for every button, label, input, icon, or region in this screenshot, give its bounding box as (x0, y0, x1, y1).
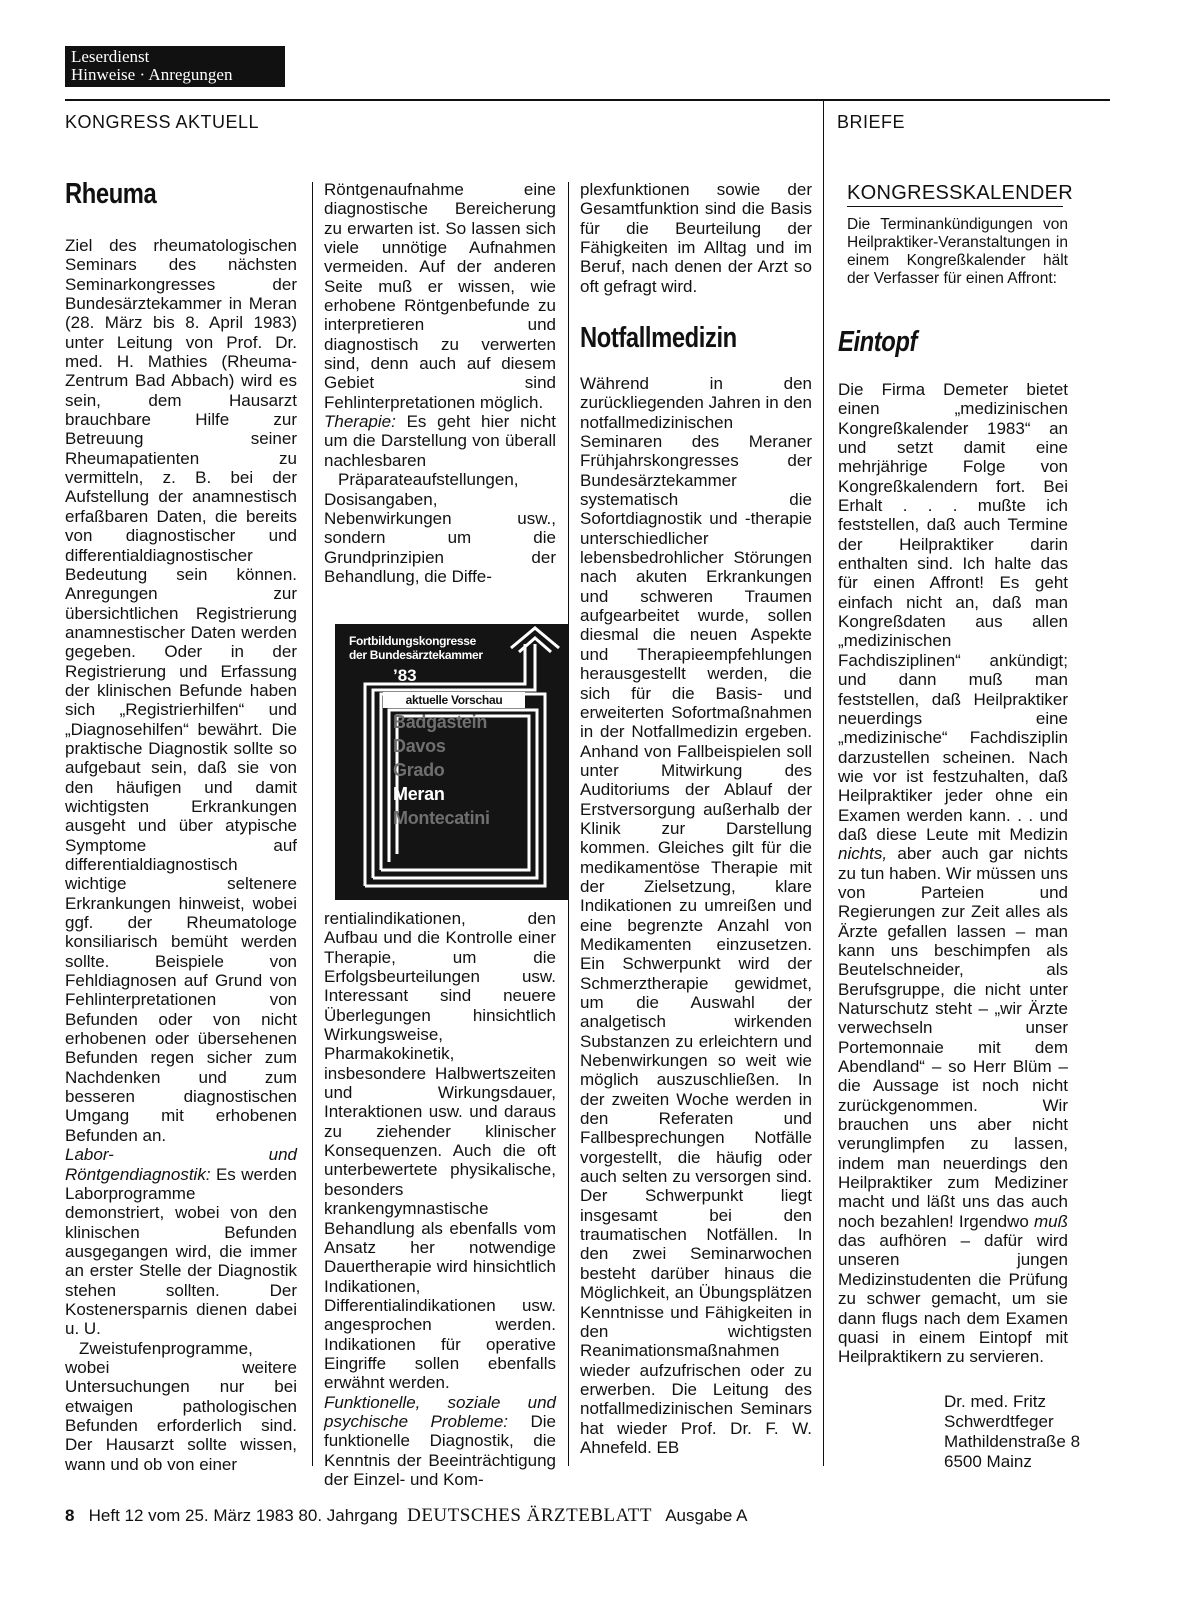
labor-label: Labor- und Röntgendiagnostik: (65, 1145, 297, 1184)
ad-line1-text: Fortbildungskongresse (349, 634, 477, 648)
labor-text: Es werden Laborprogramme demonstriert, wobei von den klinischen Befunden ausgegangen wird, die immer an erster Stelle der Diagnostik stehen sollten. Der Kostenersparnis dienen dabei u. U. (65, 1164, 297, 1339)
letter-text-1: Die Firma Demeter bietet einen „medizinischen Kongreßkalender 1983“ an und setzt damit eine mehrjährige Folge von Kongreßkalendern fort. Bei Erhalt . . . mußte ich feststellen, daß auch Termine der Heilpraktiker darin enthalten sind. Ich halte das für einen Affront! Es geht einfach nicht an, daß man Kongreßdaten aus allen „medizinischen Fachdisziplinen“ ankündigt; und dann muß man feststellen, daß Heilpraktiker neuerdings eine „medizinische“ Fachdisziplin darzustellen scheinen. Nach wie vor ist festzuhalten, daß Heilpraktiker jeder ohne ein Examen werden kann. . . und daß diese Leute mit Medizin (838, 380, 1068, 844)
article-rheuma-col2-bottom (324, 909, 556, 1489)
column-divider-2 (568, 182, 569, 1466)
letter-emphasis-2: muß (1034, 1211, 1068, 1231)
article-title-rheuma: Rheuma (65, 178, 157, 210)
ad-line2-text: der Bundesärztekammer (349, 648, 483, 662)
ad-arrow-graphic (335, 624, 568, 900)
letters-heading-rule (847, 206, 1063, 207)
edition: Ausgabe A (665, 1506, 748, 1525)
rheuma-intro: Ziel des rheumatologischen Seminars des nächsten Seminarkongresses der Bundesärztekammer in Meran (28. März bis 8. April 1983) unter Leitung von Prof. Dr. med. H. Mathies (Rheuma-Zentrum Bad Abbach) wird es sein, dem Hausarzt brauchbare Hilfe zur Betreuung seiner Rheumapatienten zu vermitteln, z. B. bei der Aufstellung der anamnestisch erfaßbaren Daten, die bereits von diagnostischer und differentialdiagnostischer Bedeutung sein können. Anregungen zur übersichtlichen Registrierung anamnestischer Daten werden gegeben. Oder in der Registrierung und Erfassung der klinischen Befunde haben sich „Registrierhilfen“ und „Diagnosehilfen“ bewährt. Die praktische Diagnostik sollte so aufgebaut sein, daß sie von den häufigen und damit wichtigsten Erkrankungen ausgeht und über atypische Symptome auf differentialdiagnostisch wichtige seltenere Erkrankungen hinweist, wobei ggf. der Rheumatologe konsiliarisch bemüht werden sollte. Beispiele von Fehldiagnosen auf Grund von Fehlinterpretationen von Befunden oder von nicht erhobenen oder übersehenen Befunden regen sicher zum Nachdenken und zum besseren diagnostischen Umgang mit erhobenen Befunden an. (65, 236, 297, 1145)
signature-surname: Schwerdtfeger (944, 1412, 1054, 1431)
signature-street: Mathildenstraße 8 (944, 1432, 1081, 1451)
ad-city-montecatini: Montecatini (393, 808, 490, 828)
letter-emphasis-1: nichts, (838, 844, 888, 864)
ad-city-badgastein: Badgastein (393, 712, 488, 732)
letters-intro: Die Terminankündigungen von Heilpraktiker-Veranstaltungen in einem Kongreßkalender hält der Verfasser für einen Affront: (847, 216, 1068, 287)
masthead (65, 46, 285, 87)
letter-text-2: aber auch gar nichts zu tun haben. Wir müssen uns von Parteien und Regierungen zur Zeit alles als Ärzte gefallen lassen – man kann uns beschimpfen als Beutelschneider, als Berufsgruppe, die nicht unter Naturschutz steht – „wir Ärzte verwechseln unser Portemonnaie mit dem Abendland“ – so Herr Blüm – die Aussage ist noch nicht zurückgenommen. Wir brauchen uns aber nicht verunglimpfen zu lassen, indem man neuerdings den Heilpraktiker zum Mediziner macht und läßt uns das auch noch bezahlen! Irgendwo (838, 844, 1068, 1231)
article-rheuma-col2-top (324, 180, 556, 586)
letter-paragraph (838, 380, 1068, 1367)
ad-tag: aktuelle Vorschau (383, 692, 525, 708)
ad-line1 (349, 634, 483, 662)
rheuma-conclusion: plexfunktionen sowie der Gesamtfunktion sind die Basis für die Beurteilung der Fähigkeiten im Alltag und im Beruf, nach denen der Arzt so oft gefragt wird. (580, 180, 812, 296)
rheuma-labor (65, 1145, 297, 1338)
rheuma-roentgen: Röntgenaufnahme eine diagnostische Bereicherung zu erwarten ist. So lassen sich viele unnötige Aufnahmen vermeiden. Auf der anderen Seite muß er wissen, wie erhobene Röntgenbefunde zu interpretieren und diagnostisch zu verwerten sind, denn auch auf diesem Gebiet sind Fehlinterpretationen möglich. (324, 180, 556, 412)
rheuma-differential: rentialindikationen, den Aufbau und die Kontrolle einer Therapie, um die Erfolgsbeurteilungen usw. Interessant sind neuere Überlegungen hinsichtlich Wirkungsweise, Pharmakokinetik, insbesondere Halbwertszeiten und Wirkungsdauer, Interaktionen usw. und daraus zu ziehender klinischer Konsequenzen. Auch die oft unterbewertete physikalische, besonders krankengymnastische Behandlung als ebenfalls vom Ansatz her notwendige Dauertherapie wird hinsichtlich Indikationen, Differentialindikationen usw. angesprochen werden. Indikationen für operative Eingriffe sollen ebenfalls erwähnt werden. (324, 909, 556, 1393)
masthead-line2: Hinweise · Anregungen (71, 65, 233, 84)
ad-city-davos: Davos (393, 736, 446, 756)
ad-city-grado: Grado (393, 760, 445, 780)
letter-title-eintopf: Eintopf (838, 326, 918, 358)
signature-name: Dr. med. Fritz (944, 1392, 1047, 1411)
letter-signature (944, 1392, 1080, 1472)
masthead-line1: Leserdienst (71, 47, 150, 66)
section-kongress-aktuell: KONGRESS AKTUELL (65, 112, 260, 132)
letter-body (838, 380, 1068, 1367)
therapie-text: Es geht hier nicht um die Darstellung von überall nachlesbaren (324, 412, 556, 470)
ad-year: ’83 (393, 666, 417, 685)
article-notfallmedizin-body (580, 374, 812, 1457)
notfallmedizin-text: Während in den zurückliegenden Jahren in den notfallmedizinischen Seminaren des Meraner Frühjahrskongresses der Bundesärztekammer systematisch die Sofortdiagnostik und -therapie unterschiedlicher lebensbedrohlicher Störungen nach akuten Erkrankungen und schweren Traumen aufgearbeitet wurde, sollen diesmal die neuen Aspekte und Therapieempfehlungen herausgestellt werden, die sich für die Basis- und erweiterten Sofortmaßnahmen in der Notfallmedizin ergeben. Anhand von Fallbeispielen soll unter Mitwirkung des Auditoriums der Ablauf der Erstversorgung außerhalb der Klinik zur Darstellung kommen. Gleiches gilt für die medikamentöse Therapie mit der Zielsetzung, klare Indikationen zu umreißen und eine begrenzte Anzahl von Medikamenten einzusetzen. Ein Schwerpunkt wird der Schmerztherapie gewidmet, um die Auswahl der analgetisch wirkenden Substanzen zu erleichtern und Nebenwirkungen so weit wie möglich auszuschließen. In der zweiten Woche werden in den Referaten und Fallbesprechungen Notfälle vorgestellt, die häufig oder auch selten zu versorgen sind. Der Schwerpunkt liegt insgesamt bei den traumatischen Notfällen. In den zwei Seminarwochen besteht darüber hinaus die Möglichkeit, an Übungsplätzen Kenntnisse und Fähigkeiten in den wichtigsten Reanimationsmaßnahmen wieder aufzufrischen oder zu erwerben. Die Leitung des notfallmedizinischen Seminars hat wieder Prof. Dr. F. W. Ahnefeld. EB (580, 374, 812, 1457)
funktionell-label: Funktionelle, soziale und psychische Probleme: (324, 1392, 556, 1431)
letters-heading: KONGRESSKALENDER (847, 182, 1073, 204)
therapie-label: Therapie: (324, 412, 396, 432)
funktionell-text: Die funktionelle Diagnostik, die Kenntnis der Beeinträchtigung der Einzel- und Kom- (324, 1411, 556, 1489)
rheuma-zweistufen: Zweistufenprogramme, wobei weitere Untersuchungen nur bei etwaigen pathologischen Befunden erforderlich sind. Der Hausarzt sollte wissen, wann und ob von einer (65, 1338, 297, 1474)
section-briefe: BRIEFE (837, 112, 906, 132)
signature-city: 6500 Mainz (944, 1452, 1032, 1471)
rheuma-funktionell (324, 1393, 556, 1490)
rheuma-therapie (324, 412, 556, 470)
column-divider-briefe (823, 99, 824, 1466)
article-rheuma-col3 (580, 180, 812, 296)
top-rule (65, 99, 1110, 101)
page-footer (65, 1505, 747, 1527)
journal-name: DEUTSCHES ÄRZTEBLATT (407, 1505, 652, 1526)
article-rheuma-col1 (65, 236, 297, 1474)
issue-info: Heft 12 vom 25. März 1983 80. Jahrgang (88, 1506, 398, 1525)
rheuma-praeparate: Präparateaufstellungen, Dosisangaben, Nebenwirkungen usw., sondern um die Grundprinzipien der Behandlung, die Diffe- (324, 470, 556, 586)
congress-advertisement (335, 624, 568, 900)
letter-text-3: das aufhören – dafür wird unseren jungen Medizinstudenten die Prüfung zu schwer gemacht, um sie dann flugs nach dem Examen quasi in einem Eintopf mit Heilpraktikern zu servieren. (838, 1231, 1068, 1367)
column-divider-1 (312, 182, 313, 1466)
article-title-notfallmedizin: Notfallmedizin (580, 322, 737, 354)
ad-city-meran: Meran (393, 784, 445, 804)
page-number: 8 (65, 1506, 75, 1525)
